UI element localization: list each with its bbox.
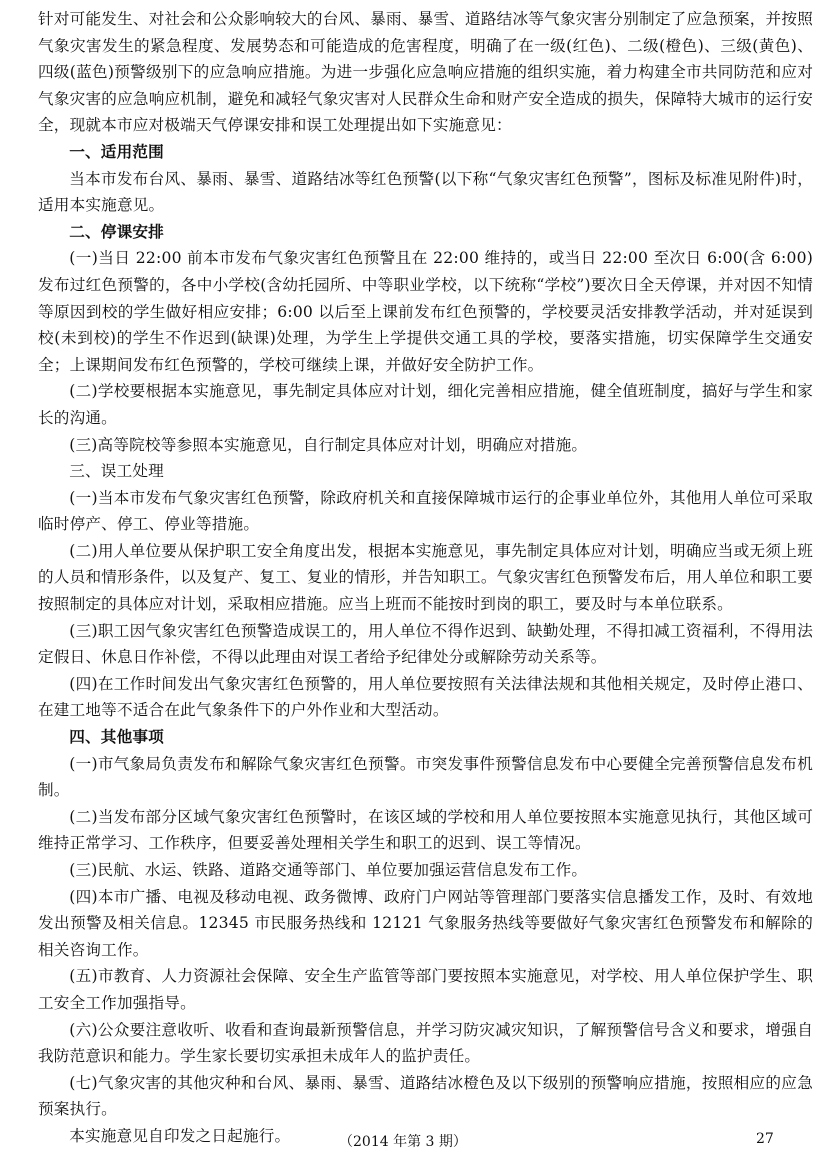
section-heading-other-matters: 四、其他事项: [69, 728, 164, 747]
section-heading-work-delay: 三、误工处理: [69, 462, 164, 481]
work-delay-paragraph-3: (三)职工因气象灾害红色预警造成误工的，用人单位不得作迟到、缺勤处理，不得扣减工资福利，不得用法定假日、休息日作补偿，不得以此理由对误工者给予纪律处分或解除劳动关系等。: [38, 621, 813, 667]
page-footer: [0, 1131, 827, 1153]
other-matters-paragraph-5: (五)市教育、人力资源社会保障、安全生产监管等部门要按照本实施意见，对学校、用人单位保护学生、职工安全工作加强指导。: [38, 967, 813, 1012]
page-number: 27: [756, 1131, 774, 1147]
document-body: [38, 6, 813, 1150]
scope-paragraph: 当本市发布台风、暴雨、暴雪、道路结冰等红色预警(以下称“气象灾害红色预警”，图标及标准见附件)时，适用本实施意见。: [38, 169, 813, 215]
other-matters-paragraph-2: (二)当发布部分区域气象灾害红色预警时，在该区域的学校和用人单位要按照本实施意见执行，其他区域可维持正常学习、工作秩序，但要妥善处理相关学生和职工的迟到、误工等情况。: [38, 807, 813, 853]
intro-paragraph: 针对可能发生、对社会和公众影响较大的台风、暴雨、暴雪、道路结冰等气象灾害分别制定了应急预案，并按照气象灾害发生的紧急程度、发展势态和可能造成的危害程度，明确了在一级(红色)、二级(橙色)、三级(黄色)、四级(蓝色)预警级别下的应急响应措施。为进一步强化应急响应措施的组织实施，着力构建全市共同防范和应对气象灾害的应急响应机制，避免和减轻气象灾害对人民群众生命和财产安全造成的损失，保障特大城市的运行安全，现就本市应对极端天气停课安排和误工处理提出如下实施意见：: [38, 10, 813, 135]
other-matters-paragraph-3: (三)民航、水运、铁路、道路交通等部门、单位要加强运营信息发布工作。: [69, 861, 588, 879]
work-delay-paragraph-2: (二)用人单位要从保护职工安全角度出发，根据本实施意见，事先制定具体应对计划，明确应当或无须上班的人员和情形条件，以及复产、复工、复业的情形，并告知职工。气象灾害红色预警发布后，用人单位和职工要按照制定的具体应对计划，采取相应措施。应当上班而不能按时到岗的职工，要及时与本单位联系。: [38, 541, 813, 614]
other-matters-paragraph-7: (七)气象灾害的其他灾种和台风、暴雨、暴雪、道路结冰橙色及以下级别的预警响应措施，按照相应的应急预案执行。: [38, 1073, 813, 1119]
other-matters-paragraph-4: (四)本市广播、电视及移动电视、政务微博、政府门户网站等管理部门要落实信息播发工作，及时、有效地发出预警及相关信息。12345 市民服务热线和 12121 气象服务热线等要做好气象灾害红色预警发布和解除的相关咨询工作。: [38, 887, 813, 959]
other-matters-paragraph-1: (一)市气象局负责发布和解除气象灾害红色预警。市突发事件预警信息发布中心要健全完善预警信息发布机制。: [38, 754, 813, 800]
class-suspension-paragraph-1: (一)当日 22:00 前本市发布气象灾害红色预警且在 22:00 维持的，或当日 22:00 至次日 6:00(含 6:00)发布过红色预警的，各中小学校(含幼托园所、中等职业学校，以下统称“学校”)要次日全天停课，并对因不知情等原因到校的学生做好相应安排；6:00 以后至上课前发布红色预警的，学校要灵活安排教学活动，并对延误到校(未到校)的学生不作迟到(缺课)处理，为学生上学提供交通工具的学校，要落实措施，切实保障学生交通安全；上课期间发布红色预警的，学校可继续上课，并做好安全防护工作。: [38, 249, 813, 374]
work-delay-paragraph-4: (四)在工作时间发出气象灾害红色预警的，用人单位要按照有关法律法规和其他相关规定，及时停止港口、在建工地等不适合在此气象条件下的户外作业和大型活动。: [38, 674, 813, 720]
closing-paragraph: 本实施意见自印发之日起施行。: [69, 1126, 291, 1145]
issue-label: （2014 年第 3 期）: [339, 1134, 467, 1150]
other-matters-paragraph-6: (六)公众要注意收听、收看和查询最新预警信息，并学习防灾减灾知识，了解预警信号含义和要求，增强自我防范意识和能力。学生家长要切实承担未成年人的监护责任。: [38, 1020, 813, 1066]
class-suspension-paragraph-2: (二)学校要根据本实施意见，事先制定具体应对计划，细化完善相应措施，健全值班制度，搞好与学生和家长的沟通。: [38, 382, 813, 427]
section-heading-scope: 一、适用范围: [69, 142, 164, 161]
section-heading-class-suspension: 二、停课安排: [69, 222, 164, 241]
work-delay-paragraph-1: (一)当本市发布气象灾害红色预警，除政府机关和直接保障城市运行的企事业单位外，其他用人单位可采取临时停产、停工、停业等措施。: [38, 488, 813, 534]
class-suspension-paragraph-3: (三)高等院校等参照本实施意见，自行制定具体应对计划，明确应对措施。: [69, 435, 588, 454]
